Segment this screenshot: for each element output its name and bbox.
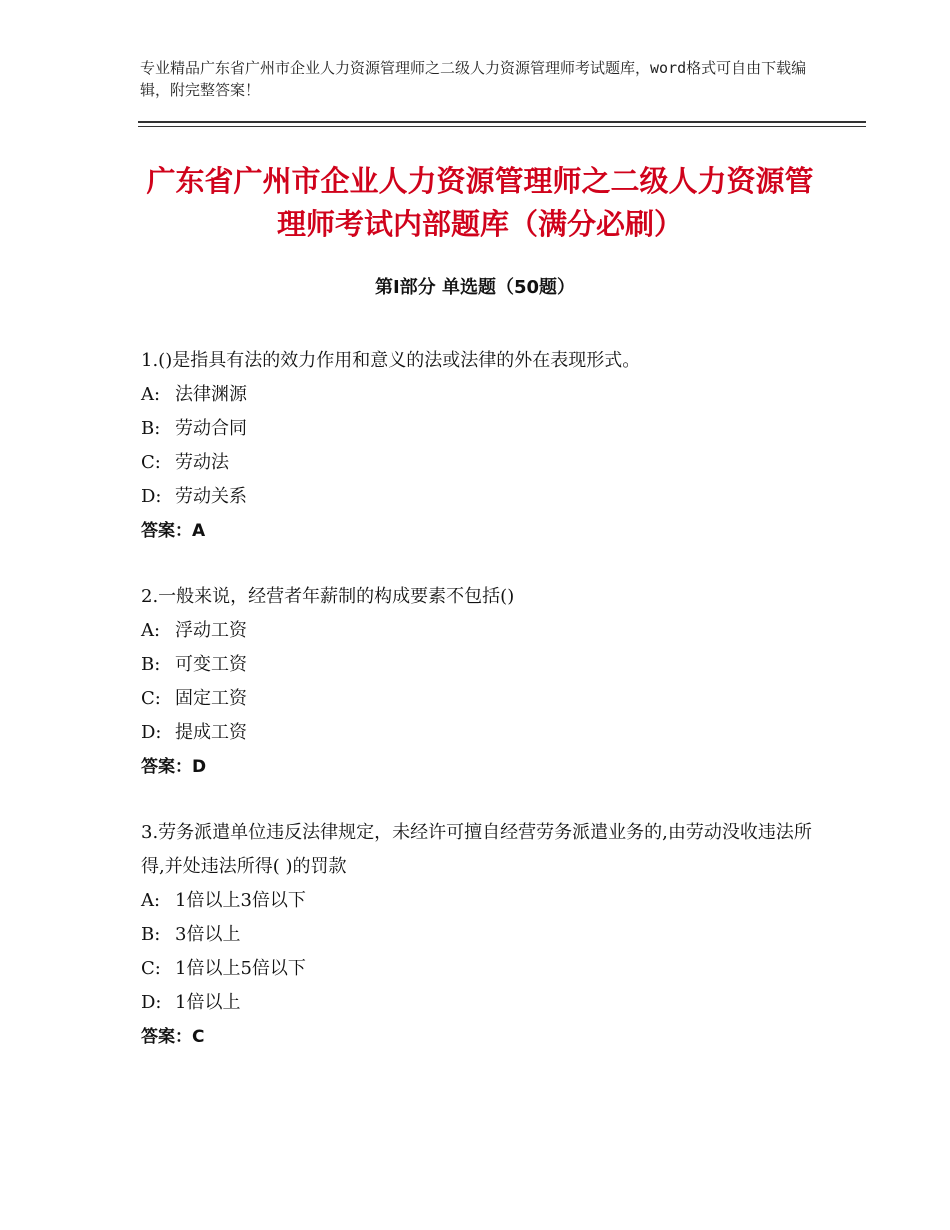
option-a	[141, 614, 831, 648]
header-rule-thick	[138, 121, 866, 123]
option-letter: B:	[141, 418, 161, 439]
option-text: 1倍以上3倍以下	[175, 890, 306, 911]
answer-line: 答案：A	[141, 521, 206, 541]
option-c	[141, 682, 831, 716]
option-text: 可变工资	[175, 654, 247, 675]
option-text: 劳动合同	[175, 418, 247, 439]
option-letter: A:	[141, 620, 161, 641]
header-note: 专业精品广东省广州市企业人力资源管理师之二级人力资源管理师考试题库，word格式可自由下载编辑，附完整答案！	[140, 59, 807, 99]
option-d	[141, 480, 831, 514]
option-letter: C:	[141, 958, 161, 979]
option-a	[141, 884, 831, 918]
option-c	[141, 446, 831, 480]
question-3	[141, 816, 831, 1054]
option-letter: D:	[141, 992, 162, 1013]
answer-line: 答案：C	[141, 1027, 205, 1047]
option-text: 劳动法	[175, 452, 229, 473]
question-2	[141, 580, 831, 784]
option-letter: B:	[141, 924, 161, 945]
part-heading: 第Ⅰ部分 单选题（50题）	[374, 277, 575, 298]
option-text: 1倍以上	[175, 992, 241, 1013]
question-stem: 2.一般来说，经营者年薪制的构成要素不包括()	[141, 586, 515, 607]
option-letter: C:	[141, 688, 161, 709]
question-1	[141, 344, 831, 548]
question-list	[141, 344, 831, 1086]
header-rule-thin	[138, 126, 866, 127]
option-letter: D:	[141, 722, 162, 743]
option-text: 1倍以上5倍以下	[175, 958, 306, 979]
option-text: 浮动工资	[175, 620, 247, 641]
option-letter: A:	[141, 890, 161, 911]
option-text: 固定工资	[175, 688, 247, 709]
answer-line: 答案：D	[141, 757, 207, 777]
option-b	[141, 648, 831, 682]
option-b	[141, 918, 831, 952]
option-d	[141, 716, 831, 750]
option-letter: C:	[141, 452, 161, 473]
document-title: 广东省广州市企业人力资源管理师之二级人力资源管理师考试内部题库（满分必刷）	[146, 164, 814, 241]
option-text: 劳动关系	[175, 486, 247, 507]
option-d	[141, 986, 831, 1020]
option-letter: D:	[141, 486, 162, 507]
option-a	[141, 378, 831, 412]
option-letter: B:	[141, 654, 161, 675]
option-text: 3倍以上	[175, 924, 241, 945]
option-text: 法律渊源	[175, 384, 247, 405]
question-stem: 1.()是指具有法的效力作用和意义的法或法律的外在表现形式。	[141, 350, 641, 371]
option-c	[141, 952, 831, 986]
option-b	[141, 412, 831, 446]
option-letter: A:	[141, 384, 161, 405]
question-stem: 3.劳务派遣单位违反法律规定，未经许可擅自经营劳务派遣业务的,由劳动没收违法所得,并处违法所得( )的罚款	[141, 822, 812, 877]
option-text: 提成工资	[175, 722, 247, 743]
